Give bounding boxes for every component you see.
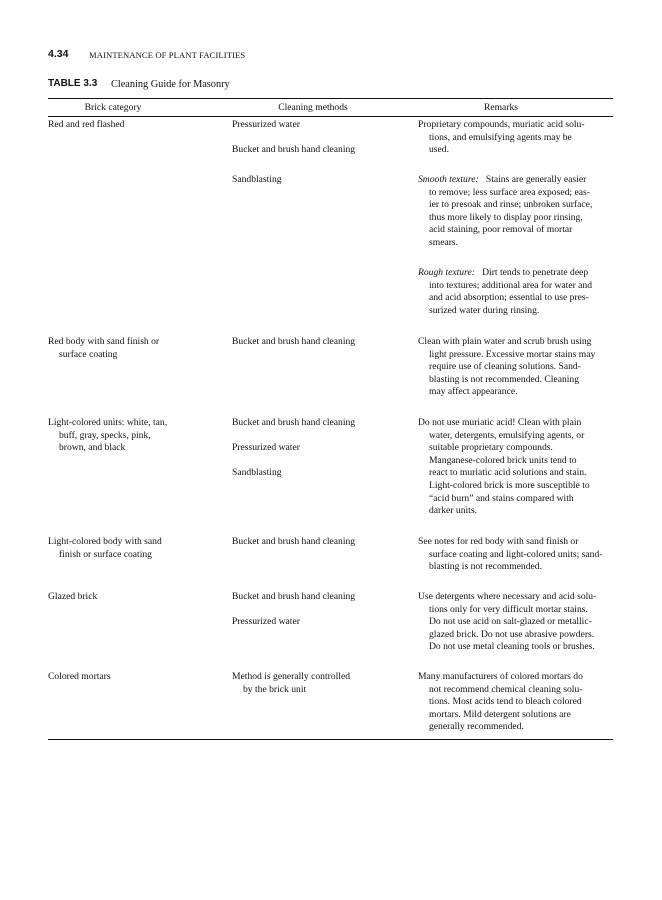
method-line: by the brick unit xyxy=(243,683,307,695)
category-line: Red and red flashed xyxy=(48,119,125,130)
remark-line: acid staining, poor removal of mortar xyxy=(429,224,573,236)
category-line: Colored mortars xyxy=(48,671,111,682)
remark-line: “acid burn” and stains compared with xyxy=(429,492,574,504)
remark-line: Light-colored brick is more susceptible to xyxy=(429,479,590,491)
category-line: Light-colored body with sand xyxy=(48,536,162,547)
remark-line: Do not use acid on salt-glazed or metallic- xyxy=(429,616,592,628)
remark-line: blasting is not recommended. Cleaning xyxy=(429,373,580,385)
category-line: buff, gray, specks, pink, xyxy=(59,429,151,441)
table-row-4-remark-0 xyxy=(418,591,596,654)
remark-line: require use of cleaning solutions. Sand- xyxy=(429,361,581,373)
remark-line: may affect appearance. xyxy=(429,386,518,398)
method-line: Bucket and brush hand cleaning xyxy=(232,144,356,155)
page-number: 4.34 xyxy=(48,48,69,60)
remark-line: Do not use metal cleaning tools or brushes. xyxy=(429,641,595,653)
table-row-3-method-0 xyxy=(232,536,355,549)
table-row-0-method-1 xyxy=(232,144,355,157)
remark-line: Proprietary compounds, muriatic acid solu- xyxy=(418,119,585,130)
remark-line: thus more likely to display poor rinsing, xyxy=(429,211,583,223)
method-line: Bucket and brush hand cleaning xyxy=(232,591,356,602)
category-line: surface coating xyxy=(59,348,118,360)
column-header-remarks: Remarks xyxy=(483,102,519,113)
running-title: MAINTENANCE OF PLANT FACILITIES xyxy=(89,49,246,60)
category-line: Red body with sand finish or xyxy=(48,336,160,347)
method-line: Pressurized water xyxy=(232,442,300,453)
remark-line: into textures; additional area for water and xyxy=(429,279,593,291)
category-line: Light-colored units: white, tan, xyxy=(48,417,168,428)
remark-line: mortars. Mild detergent solutions are xyxy=(429,708,571,720)
table-row-5-category xyxy=(48,671,111,684)
table-header-rule xyxy=(48,116,613,117)
remark-line: blasting is not recommended. xyxy=(429,561,542,573)
remark-line: not recommend chemical cleaning solu- xyxy=(429,683,583,695)
table-row-1-category xyxy=(48,336,159,361)
table-row-0-remark-0 xyxy=(418,119,585,157)
table-row-2-category xyxy=(48,417,167,455)
table-row-1-method-0 xyxy=(232,336,355,349)
remark-line: Many manufacturers of colored mortars do xyxy=(418,671,583,682)
method-line: Sandblasting xyxy=(232,467,282,478)
remark-line: ier to presoak and rinse; unbroken surface, xyxy=(429,199,593,211)
remark-line: generally recommended. xyxy=(429,721,524,733)
table-row-0-remark-2 xyxy=(418,267,592,317)
remark-line: used. xyxy=(429,144,449,156)
table-row-4-category xyxy=(48,591,97,604)
table-row-0-method-2 xyxy=(232,174,282,187)
remark-line: Clean with plain water and scrub brush using xyxy=(418,336,592,347)
table-top-rule xyxy=(48,98,613,99)
remark-line: and acid absorption; essential to use pres- xyxy=(429,292,589,304)
table-row-3-category xyxy=(48,536,162,561)
method-line: Pressurized water xyxy=(232,119,300,130)
remark-line: Do not use muriatic acid! Clean with plain xyxy=(418,417,582,428)
method-line: Method is generally controlled xyxy=(232,671,351,682)
remark-line: Dirt tends to penetrate deep xyxy=(482,267,589,278)
method-line: Bucket and brush hand cleaning xyxy=(232,536,356,547)
remark-line: surface coating and light-colored units; sand- xyxy=(429,548,603,560)
remark-lead: Rough texture: xyxy=(418,267,475,278)
method-line: Pressurized water xyxy=(232,616,300,627)
method-line: Bucket and brush hand cleaning xyxy=(232,417,356,428)
remark-line: suitable proprietary compounds. xyxy=(429,442,553,454)
table-row-3-remark-0 xyxy=(418,536,602,574)
table-label: TABLE 3.3 xyxy=(48,78,98,89)
remark-line: react to muriatic acid solutions and stain. xyxy=(429,467,587,479)
table-row-2-method-2 xyxy=(232,467,282,480)
column-header-brick-category: Brick category xyxy=(84,102,142,113)
table-row-5-method-0 xyxy=(232,671,350,696)
table-row-0-method-0 xyxy=(232,119,300,132)
remark-line: Use detergents where necessary and acid solu- xyxy=(418,591,597,602)
remark-line: tions. Most acids tend to bleach colored xyxy=(429,696,582,708)
table-row-2-remark-0 xyxy=(418,417,590,518)
remark-line: to remove; less surface area exposed; eas- xyxy=(429,186,590,198)
category-line: brown, and black xyxy=(59,442,126,454)
table-row-2-method-0 xyxy=(232,417,355,430)
table-bottom-rule xyxy=(48,739,613,740)
remark-line: light pressure. Excessive mortar stains may xyxy=(429,348,596,360)
table-row-2-method-1 xyxy=(232,442,300,455)
column-header-cleaning-methods: Cleaning methods xyxy=(278,102,348,113)
category-line: Glazed brick xyxy=(48,591,98,602)
remark-line: surized water during rinsing. xyxy=(429,304,540,316)
method-line: Bucket and brush hand cleaning xyxy=(232,336,356,347)
category-line: finish or surface coating xyxy=(59,548,152,560)
table-row-4-method-0 xyxy=(232,591,355,604)
remark-line: tions, and emulsifying agents may be xyxy=(429,131,572,143)
table-row-4-method-1 xyxy=(232,616,300,629)
remark-line: See notes for red body with sand finish or xyxy=(418,536,579,547)
table-row-0-category xyxy=(48,119,124,132)
table-row-0-remark-1 xyxy=(418,174,592,250)
table-row-1-remark-0 xyxy=(418,336,595,399)
remark-line: Manganese-colored brick units tend to xyxy=(429,454,577,466)
table-row-5-remark-0 xyxy=(418,671,583,734)
remark-line: glazed brick. Do not use abrasive powders. xyxy=(429,628,595,640)
remark-line: darker units. xyxy=(429,505,477,517)
method-line: Sandblasting xyxy=(232,174,282,185)
table-title: Cleaning Guide for Masonry xyxy=(111,79,230,90)
remark-line: smears. xyxy=(429,236,459,248)
remark-lead: Smooth texture: xyxy=(418,174,479,185)
remark-line: Stains are generally easier xyxy=(485,174,587,185)
remark-line: tions only for very difficult mortar stains. xyxy=(429,603,588,615)
remark-line: water, detergents, emulsifying agents, or xyxy=(429,429,585,441)
